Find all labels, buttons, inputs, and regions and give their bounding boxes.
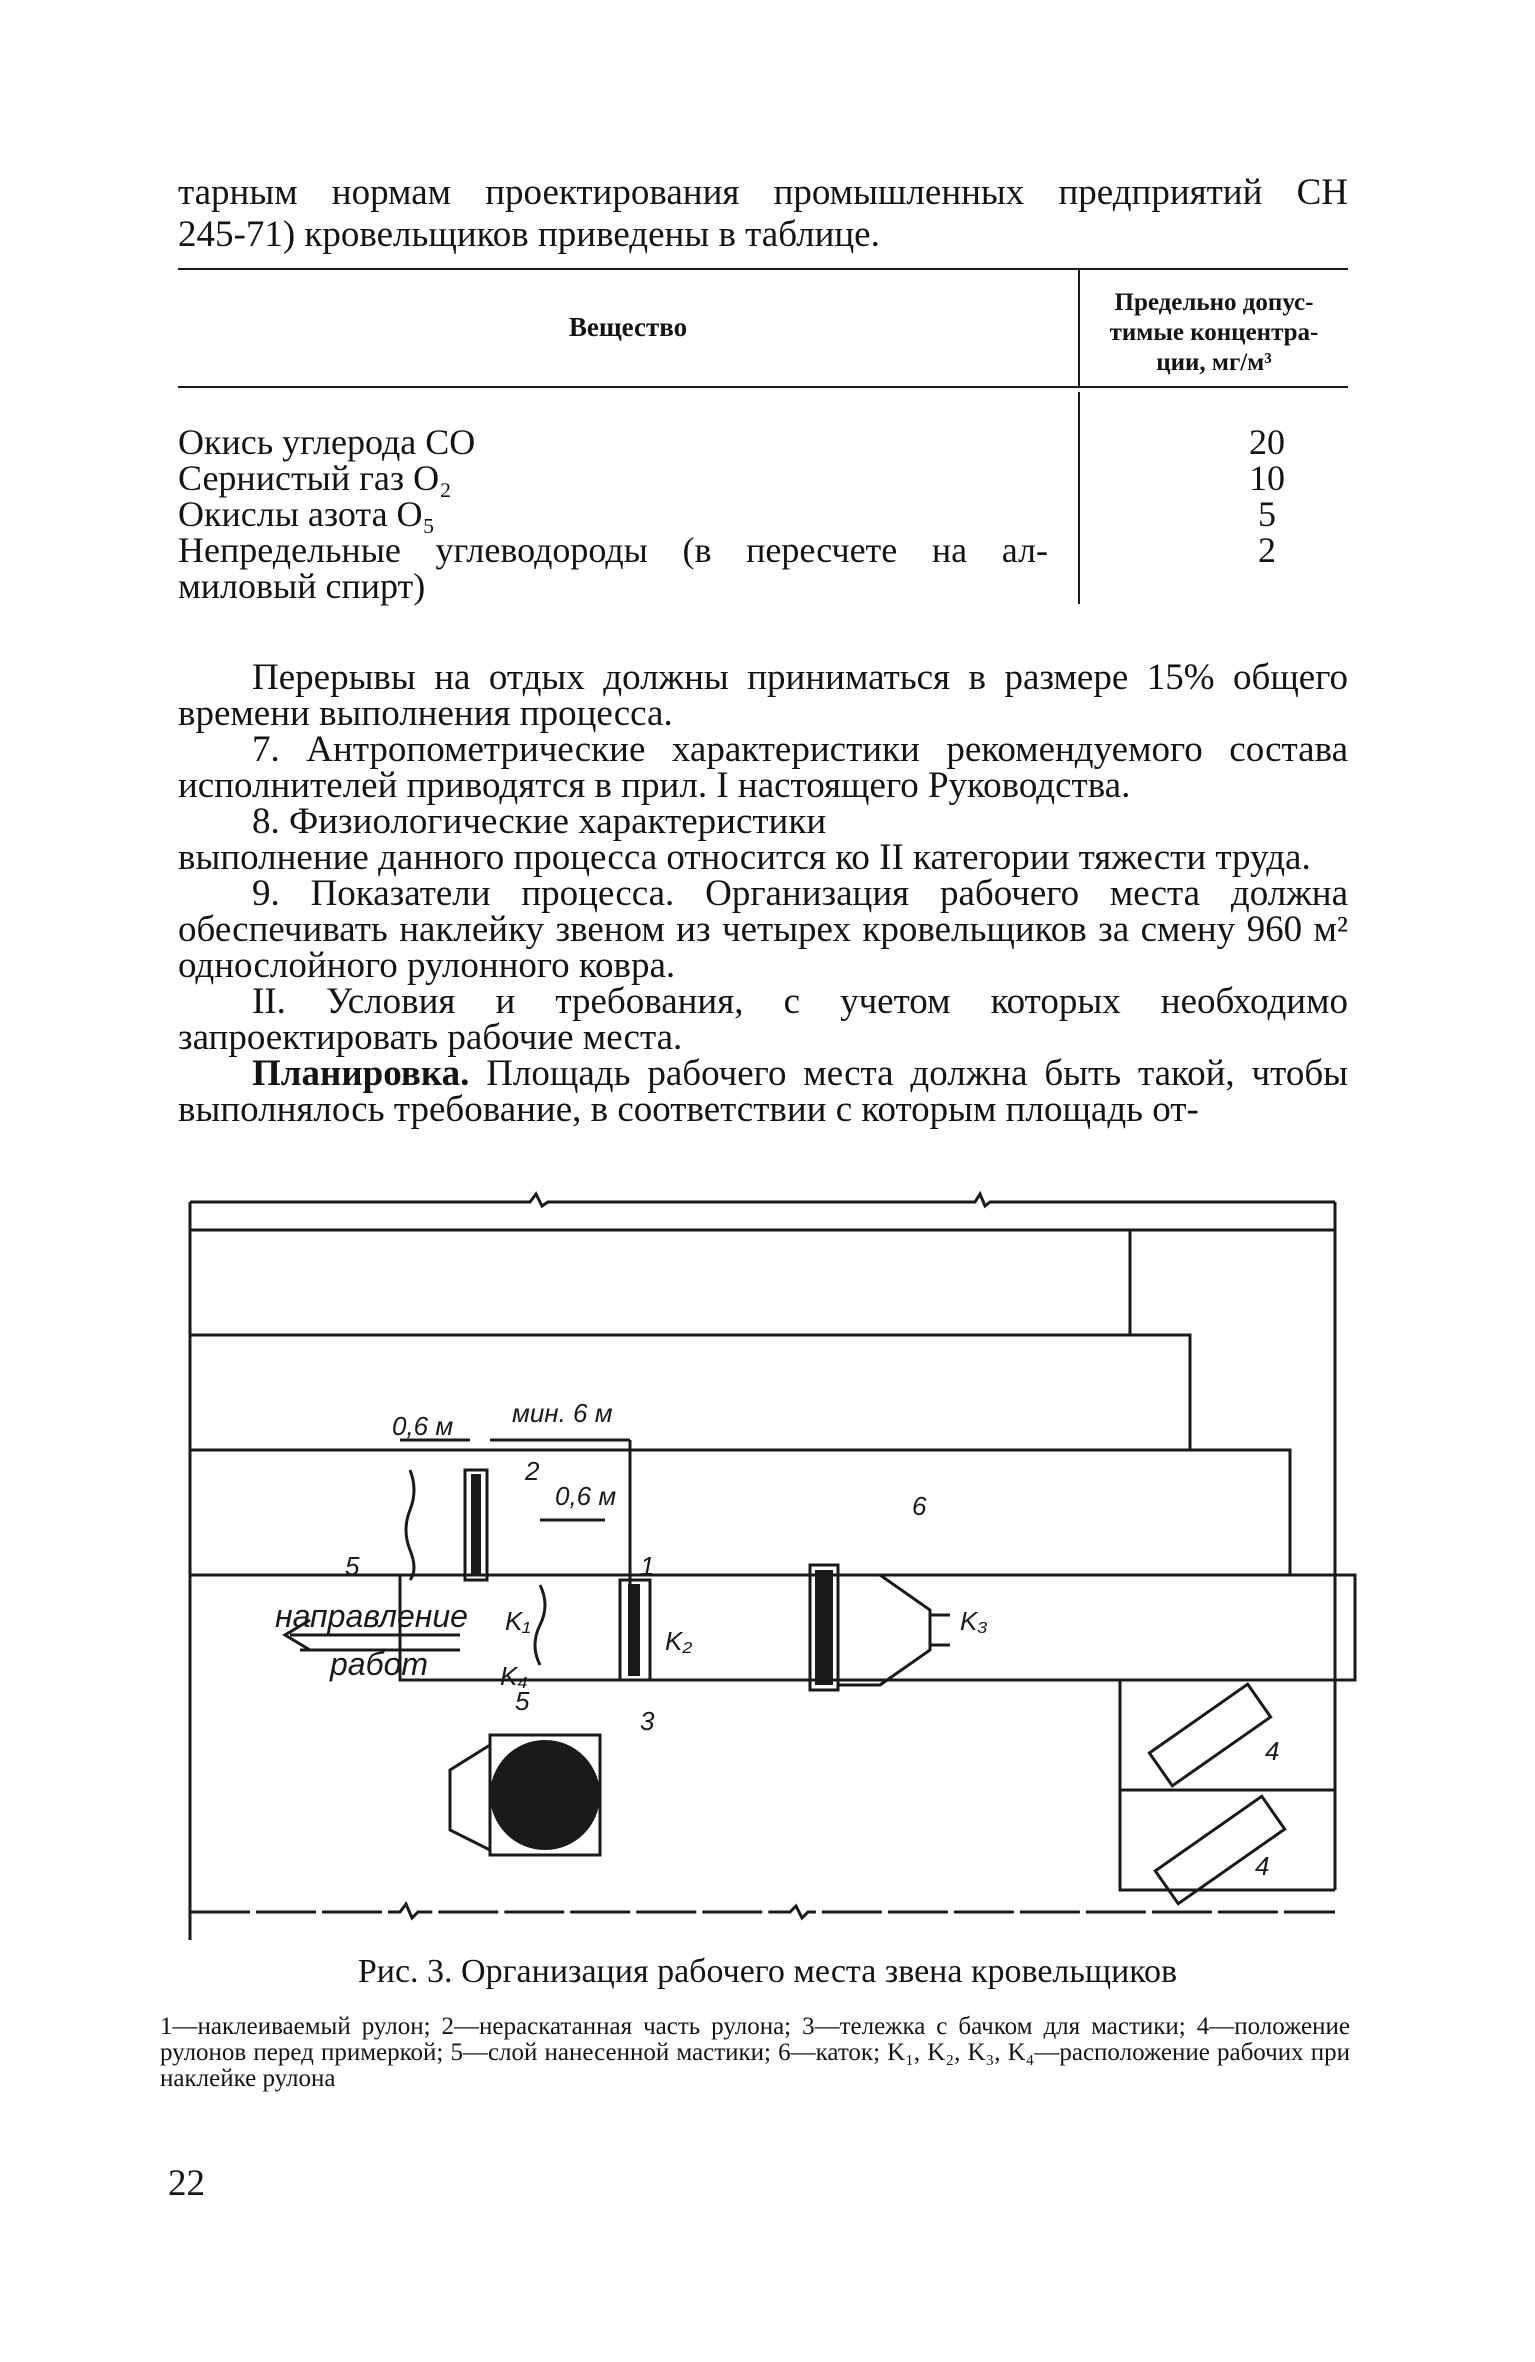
callout-2: 2 — [525, 1456, 540, 1486]
page-number: 22 — [168, 2163, 205, 2204]
substance-name: Непредельные углеводороды (в пересчете на ал- — [178, 530, 1048, 570]
substance-name: Окись углерода СО — [178, 422, 476, 462]
worker-k4: K₄ — [500, 1661, 528, 1691]
direction-label: направление — [275, 1598, 468, 1634]
callout-4: 4 — [1255, 1851, 1270, 1881]
paragraph: выполнение данного процесса относится ко II категории тяжести труда. — [178, 837, 1311, 878]
header-limit-line: Предельно допус- — [1114, 289, 1314, 316]
laid-strip — [190, 1230, 1130, 1335]
callout-5: 5 — [345, 1551, 360, 1581]
roller-hatch — [815, 1570, 833, 1685]
storage-area — [1120, 1230, 1335, 1890]
limit-value: 2 — [1258, 530, 1276, 570]
intro-line: 245-71) кровельщиков приведены в таблице. — [178, 214, 880, 255]
dim-label: мин. 6 м — [512, 1398, 613, 1428]
header-limit — [1080, 288, 1348, 378]
roll-1-hatch — [628, 1584, 640, 1676]
header-limit-line: ции, мг/м³ — [1156, 349, 1272, 376]
paragraph: 9. Показатели процесса. Организация рабочего места должна обеспечивать наклейку звеном из четырех кровельщиков за смену 960 м² однослойного рулонного ковра. — [178, 873, 1348, 986]
bold-lead: Планировка. — [252, 1053, 470, 1094]
limit-value: 20 — [1249, 422, 1285, 462]
laid-strip — [190, 1335, 1190, 1450]
roller-frame — [838, 1575, 930, 1685]
callout-6: 6 — [912, 1491, 927, 1521]
paragraph-text: Площадь рабочего места должна быть такой, чтобы выполнялось требование, в соответствии с которым площадь от- — [178, 1053, 1348, 1130]
roll-position-4 — [1149, 1684, 1270, 1786]
paragraph: 8. Физиологические характеристики — [252, 801, 827, 842]
callout-3: 3 — [640, 1706, 655, 1736]
mastic-tank — [490, 1740, 600, 1850]
figure-legend: 1—наклеиваемый рулон; 2—нераскатанная часть рулона; 3—тележка с бачком для мастики; 4—положение рулонов перед примеркой; 5—слой нанесенной мастики; 6—каток; K₁, K₂, K₃, K₄—расположение рабочих при наклейке рулона — [160, 2013, 1350, 2092]
worker-k2: K₂ — [665, 1626, 693, 1656]
boundary-top — [190, 1194, 1335, 1206]
worker-k1: K₁ — [505, 1606, 531, 1636]
substance-name: Окислы азота O₅ — [178, 494, 436, 534]
callout-5: 5 — [515, 1686, 530, 1716]
dim-label: 0,6 м — [555, 1481, 617, 1511]
worker-k3: K₃ — [960, 1606, 988, 1636]
substance-name: Сернистый газ O₂ — [178, 458, 452, 498]
workplace-diagram — [160, 1190, 1360, 1940]
intro-text — [178, 172, 1348, 256]
substance-name: миловый спирт) — [178, 566, 426, 606]
roll-position-4 — [1155, 1796, 1284, 1903]
paragraph — [178, 1053, 1348, 1130]
cart-handle — [450, 1745, 490, 1850]
callout-1: 1 — [640, 1551, 655, 1581]
direction-label: работ — [330, 1646, 429, 1682]
paragraph: II. Условия и требования, с учетом которых необходимо запроектировать рабочие места. — [178, 981, 1348, 1058]
figure-caption: Рис. 3. Организация рабочего места звена кровельщиков — [357, 1953, 1178, 1990]
dim-label: 0,6 м — [392, 1411, 454, 1441]
limit-value: 5 — [1258, 494, 1276, 534]
header-limit-line: тимые концентра- — [1109, 319, 1319, 346]
body-text — [178, 657, 1348, 1130]
mastic-layer-edge — [535, 1585, 545, 1665]
intro-line: тарным нормам проектирования промышленных предприятий СН — [178, 172, 1348, 213]
table-body-divider — [1078, 392, 1080, 604]
mastic-layer-edge — [406, 1470, 414, 1580]
paragraph: 7. Антропометрические характеристики рекомендуемого состава исполнителей приводятся в прил. I настоящего Руководства. — [178, 729, 1348, 806]
table-header-rule — [178, 386, 1348, 388]
roll-part-hatch — [471, 1474, 481, 1576]
limit-value: 10 — [1249, 458, 1285, 498]
roller-handle — [930, 1615, 950, 1645]
table-top-rule — [178, 268, 1348, 270]
callout-4: 4 — [1265, 1736, 1280, 1766]
header-substance: Вещество — [568, 312, 688, 342]
dimension-lines — [400, 1440, 630, 1610]
paragraph: Перерывы на отдых должны приниматься в размере 15% общего времени выполнения процесса. — [178, 657, 1348, 734]
boundary-bottom — [190, 1904, 1335, 1918]
